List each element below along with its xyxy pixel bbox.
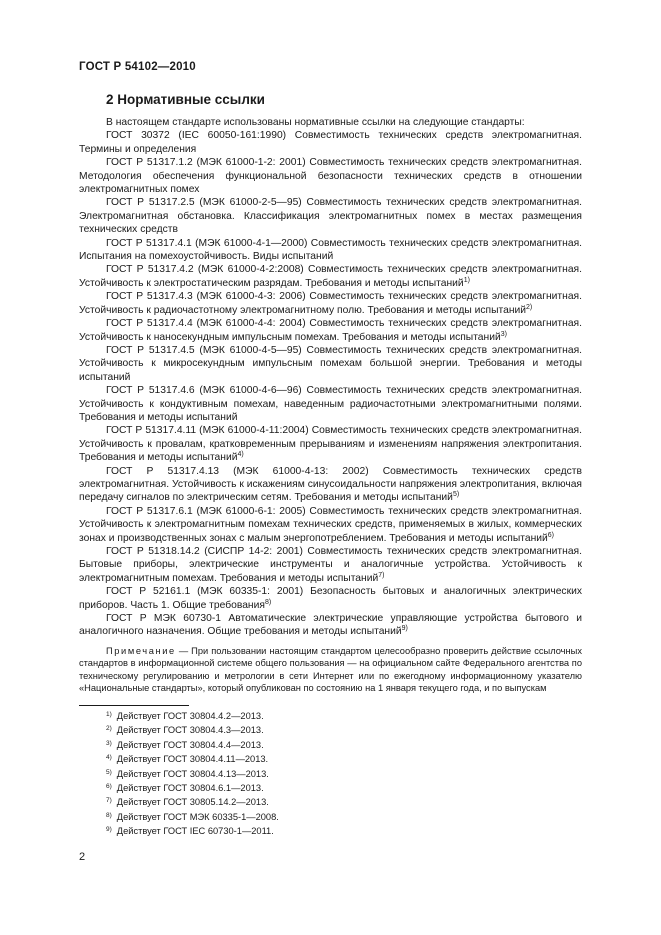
reference-item (79, 465, 582, 505)
footnote-number: 3) (106, 739, 112, 747)
reference-text: ГОСТ 30372 (IEC 60050-161:1990) Совместимость технических средств электромагнитная. Термины и определения (79, 130, 582, 155)
reference-item (79, 545, 582, 585)
footnote-mark: 2) (526, 303, 533, 311)
reference-item (79, 237, 582, 264)
reference-text: ГОСТ Р 51317.4.3 (МЭК 61000-4-3: 2006) Совместимость технических средств электромагнитная. Устойчивость к радиочастотному электромагнитному полю. Требования и методы испытаний (79, 291, 582, 316)
note-text: — При пользовании настоящим стандартом целесообразно проверить действие ссылочных стандартов в информационной системе общего пользования — на официальном сайте Федерального агентства по техническому регулированию и метрологии в сети Интернет или по ежегодному информационному указателю «Национальные стандарты», который опубликован по состоянию на 1 января текущего года, и по выпускам (79, 645, 582, 694)
note-label: Примечание (106, 645, 176, 656)
reference-text: ГОСТ Р 51317.2.5 (МЭК 61000-2-5—95) Совместимость технических средств электромагнитная. Электромагнитная обстановка. Классификация электромагнитных помех в местах размещения технических средств (79, 197, 582, 236)
footnote-number: 1) (106, 711, 112, 718)
footnote-text: Действует ГОСТ 30804.6.1—2013. (116, 783, 264, 794)
footnote-number: 7) (106, 797, 112, 805)
note-paragraph (79, 645, 582, 695)
footnote-number: 2) (106, 725, 112, 733)
footnote-text: Действует ГОСТ 30804.4.3—2013. (116, 725, 264, 736)
footnote-text: Действует ГОСТ 30804.4.4—2013. (116, 739, 264, 750)
footnote-mark: 9) (401, 625, 408, 633)
footnote-mark: 3) (500, 330, 507, 338)
footnote-text: Действует ГОСТ 30805.14.2—2013. (116, 797, 269, 808)
reference-item (79, 344, 582, 384)
footnote-mark: 5) (452, 491, 460, 499)
reference-item (79, 196, 582, 236)
footnote-mark: 6) (547, 531, 554, 539)
reference-text: ГОСТ Р 52161.1 (МЭК 60335-1: 2001) Безопасность бытовых и аналогичных электрических приборов. Часть 1. Общие требования (79, 586, 582, 611)
reference-text: ГОСТ Р 51318.14.2 (СИСПР 14-2: 2001) Совместимость технических средств электромагнитная. Бытовые приборы, электрические инструменты и аналогичные устройства. Устойчивость к электромагнитным помехам. Требования и методы испытаний (79, 546, 582, 584)
reference-text: ГОСТ Р 51317.6.1 (МЭК 61000-6-1: 2005) Совместимость технических средств электромагнитная. Устойчивость к электромагнитным помехам технических средств, применяемых в жилых, коммерческих зонах и производственных зонах с малым энергопотреблением. Требования и методы испытаний (79, 505, 582, 544)
footnote-item (106, 752, 279, 766)
reference-item (79, 156, 582, 196)
footnote-item (106, 767, 279, 781)
reference-text: ГОСТ Р МЭК 60730-1 Автоматические электрические управляющие устройства бытового и аналогичного назначения. Общие требования и методы испытаний (79, 613, 582, 638)
footnote-mark: 8) (264, 598, 272, 606)
footnote-number: 4) (106, 754, 112, 762)
reference-item (79, 585, 582, 612)
footnote-item (106, 795, 279, 809)
reference-text: ГОСТ Р 51317.1.2 (МЭК 61000-1-2: 2001) Совместимость технических средств электромагнитная. Методология обеспечения функциональной безопасности технических средств в отношении электромагнитных помех (79, 157, 582, 196)
footnote-item (106, 810, 279, 824)
footnote-mark: 7) (378, 571, 385, 579)
footnote-mark: 1) (463, 276, 470, 284)
footnote-number: 9) (106, 826, 112, 834)
footnote-number: 8) (106, 811, 112, 819)
reference-text: ГОСТ Р 51317.4.6 (МЭК 61000-4-6—96) Совместимость технических средств электромагнитная. Устойчивость к кондуктивным помехам, наведенным радиочастотными электромагнитными полями. Требования и методы испытаний (79, 385, 582, 423)
reference-item (79, 317, 582, 344)
reference-text: ГОСТ Р 51317.4.1 (МЭК 61000-4-1—2000) Совместимость технических средств электромагнитная. Испытания на помехоустойчивость. Виды испытаний (79, 237, 582, 263)
reference-text: ГОСТ Р 51317.4.2 (МЭК 61000-4-2:2008) Совместимость технических средств электромагнитная. Устойчивость к электростатическим разрядам. Требования и методы испытаний (79, 264, 582, 289)
footnote-text: Действует ГОСТ 30804.4.13—2013. (116, 768, 269, 779)
reference-item (79, 129, 582, 156)
reference-item (79, 384, 582, 424)
footnotes-list (106, 709, 279, 839)
page-number: 2 (79, 851, 86, 863)
footnote-divider (79, 705, 189, 706)
footnote-text: Действует ГОСТ 30804.4.11—2013. (116, 754, 269, 765)
footnote-text: Действует ГОСТ 30804.4.2—2013. (116, 711, 264, 721)
reference-item (79, 424, 582, 464)
reference-item (79, 612, 582, 639)
reference-text: ГОСТ Р 51317.4.13 (МЭК 61000-4-13: 2002) Совместимость технических средств электромагнитная. Устойчивость к искажениям синусоидальности напряжения электропитания, включая передачу сигналов по электрическим сетям. Требования и методы испытаний (79, 465, 582, 504)
document-header: ГОСТ Р 54102—2010 (79, 61, 196, 73)
reference-item (79, 263, 582, 290)
footnote-item (106, 781, 279, 795)
footnote-item (106, 709, 279, 723)
reference-text: ГОСТ Р 51317.4.5 (МЭК 61000-4-5—95) Совместимость технических средств электромагнитная. Устойчивость к микросекундным импульсным помехам большой энергии. Требования и методы испытаний (79, 344, 582, 383)
footnote-mark: 4) (237, 451, 244, 459)
references-section (79, 116, 582, 694)
footnote-item (106, 723, 279, 737)
footnote-number: 6) (106, 783, 112, 791)
footnote-item (106, 738, 279, 752)
footnote-item (106, 824, 279, 838)
reference-item (79, 505, 582, 545)
footnote-text: Действует ГОСТ МЭК 60335-1—2008. (116, 811, 279, 822)
reference-text: ГОСТ Р 51317.4.11 (МЭК 61000-4-11:2004) Совместимость технических средств электромагнитная. Устойчивость к провалам, кратковременным прерываниям и изменениям напряжения электропитания. Требования и методы испытаний (79, 425, 582, 464)
footnote-text: Действует ГОСТ IEC 60730-1—2011. (116, 826, 274, 837)
footnote-number: 5) (106, 768, 112, 776)
section-title: 2 Нормативные ссылки (106, 92, 265, 107)
reference-text: ГОСТ Р 51317.4.4 (МЭК 61000-4-4: 2004) Совместимость технических средств электромагнитная. Устойчивость к наносекундным импульсным помехам. Требования и методы испытаний (79, 318, 582, 343)
intro-paragraph: В настоящем стандарте использованы нормативные ссылки на следующие стандарты: (106, 117, 525, 128)
reference-item (79, 290, 582, 317)
